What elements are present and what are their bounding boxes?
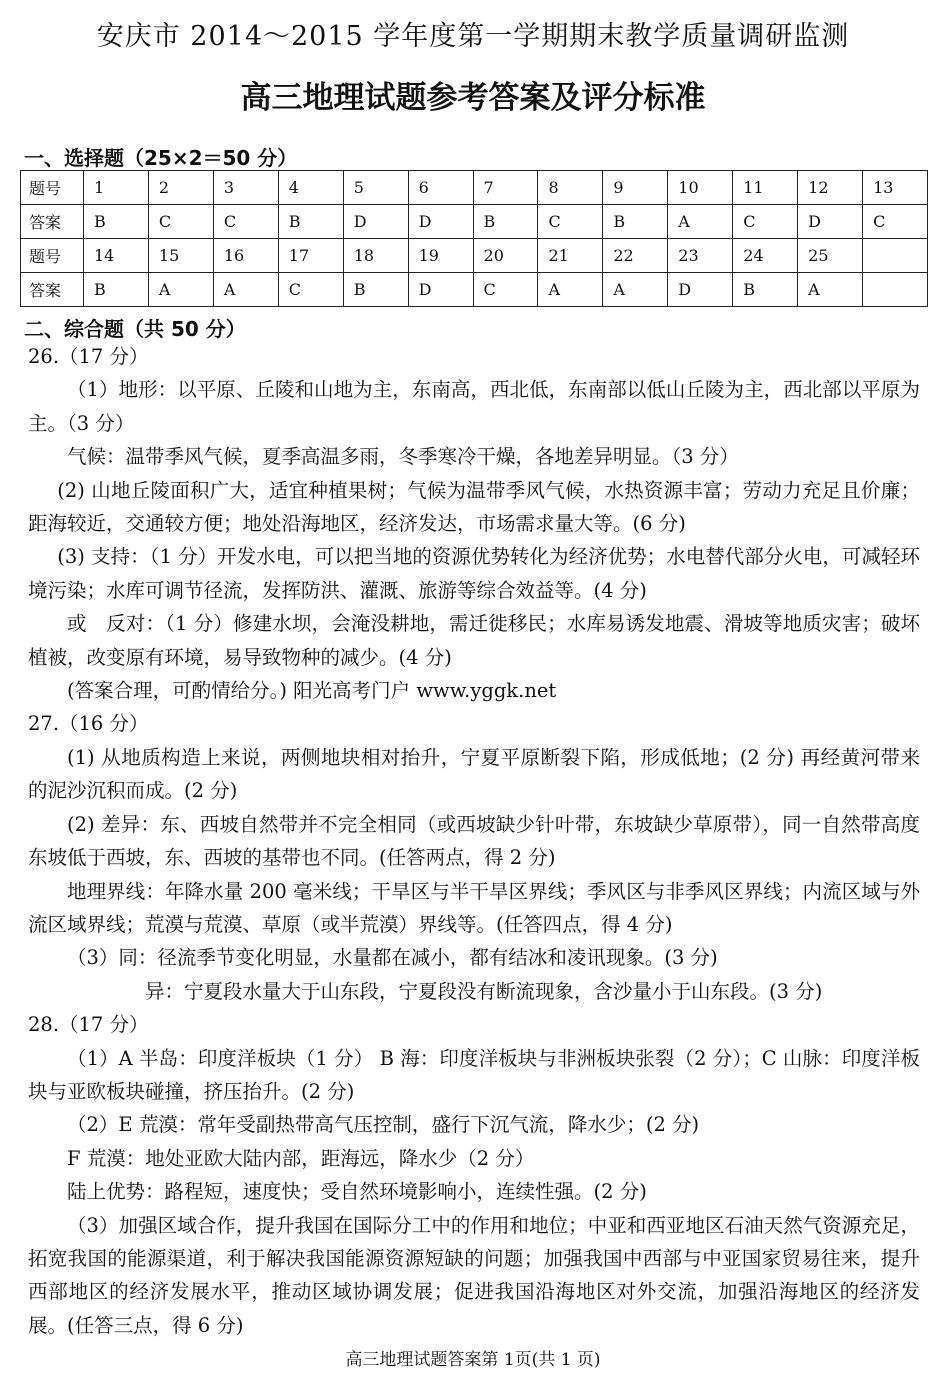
answer-paragraph: 异：宁夏段水量大于山东段，宁夏段没有断流现象，含沙量小于山东段。(3 分) — [145, 979, 823, 1003]
table-cell: 6 — [408, 171, 473, 205]
table-cell: 3 — [213, 171, 278, 205]
table-cell: 18 — [343, 239, 408, 273]
answer-paragraph: 陆上优势：路程短，速度快；受自然环境影响小，连续性强。(2 分) — [67, 1180, 647, 1204]
table-cell: C — [473, 273, 538, 307]
table-cell: B — [84, 273, 149, 307]
table-cell: 25 — [798, 239, 863, 273]
answer-paragraph: （1）地形：以平原、丘陵和山地为主，东南高，西北低，东南部以低山丘陵为主，西北部以平原为主。（3 分） — [28, 378, 920, 435]
table-cell: A — [798, 273, 863, 307]
table-cell: C — [538, 205, 603, 239]
table-cell: D — [343, 205, 408, 239]
table-cell: B — [473, 205, 538, 239]
table-cell: C — [278, 273, 343, 307]
table-cell: A — [603, 273, 668, 307]
table-row — [21, 205, 928, 239]
table-cell: A — [148, 273, 213, 307]
table-row — [21, 239, 928, 273]
answer-paragraph: （3）加强区域合作，提升我国在国际分工中的作用和地位；中亚和西亚地区石油天然气资源充足，拓宽我国的能源渠道，利于解决我国能源资源短缺的问题；加强我国中西部与中亚国家贸易往来，提升西部地区的经济发展水平，推动区域协调发展；促进我国沿海地区对外交流，加强沿海地区的经济发展。(任答三点，得 6 分) — [28, 1213, 920, 1337]
answer-paragraph: (2) 山地丘陵面积广大，适宜种植果树；气候为温带季风气候，水热资源丰富；劳动力充足且价廉；距海较近，交通较方便；地处沿海地区，经济发达，市场需求量大等。(6 分) — [28, 478, 920, 536]
table-cell: D — [408, 273, 473, 307]
answer-body — [28, 340, 920, 1342]
table-cell: D — [798, 205, 863, 239]
table-cell: 4 — [278, 171, 343, 205]
table-cell: 11 — [733, 171, 798, 205]
table-cell: A — [213, 273, 278, 307]
exam-header: 安庆市 2014～2015 学年度第一学期期末教学质量调研监测 — [96, 21, 850, 52]
answer-paragraph: (2) 差异：东、西坡自然带并不完全相同（或西坡缺少针叶带，东坡缺少草原带），同一自然带高度东坡低于西坡，东、西坡的基带也不同。(任答两点，得 2 分) — [28, 812, 920, 870]
table-cell: 16 — [213, 239, 278, 273]
table-row-label: 答案 — [21, 273, 84, 307]
answer-paragraph: 地理界线：年降水量 200 毫米线；干旱区与半干旱区界线；季风区与非季风区界线；内流区域与外流区域界线；荒漠与荒漠、草原（或半荒漠）界线等。(任答四点，得 4 分) — [28, 879, 920, 936]
table-cell: C — [148, 205, 213, 239]
table-cell: B — [603, 205, 668, 239]
table-cell — [863, 273, 928, 307]
document-title: 高三地理试题参考答案及评分标准 — [240, 80, 706, 116]
table-cell: 12 — [798, 171, 863, 205]
table-cell: A — [668, 205, 733, 239]
table-cell: 9 — [603, 171, 668, 205]
table-row-label: 题号 — [21, 239, 84, 273]
table-cell: C — [213, 205, 278, 239]
answer-paragraph: （3）同：径流季节变化明显，水量都在减小，都有结冰和凌讯现象。(3 分) — [67, 946, 718, 970]
answer-paragraph: 或 反对：（1 分）修建水坝，会淹没耕地，需迁徙移民；水库易诱发地震、滑坡等地质灾害；破坏植被，改变原有环境，易导致物种的减少。(4 分) — [28, 612, 920, 669]
answer-paragraph: F 荒漠：地处亚欧大陆内部，距海远，降水少（2 分） — [67, 1146, 535, 1170]
table-cell: 7 — [473, 171, 538, 205]
table-cell: 15 — [148, 239, 213, 273]
table-cell: B — [278, 205, 343, 239]
table-cell: 10 — [668, 171, 733, 205]
table-cell: 22 — [603, 239, 668, 273]
table-cell — [863, 239, 928, 273]
answer-paragraph: 气候：温带季风气候，夏季高温多雨，冬季寒冷干燥，各地差异明显。（3 分） — [67, 445, 739, 469]
table-row-label: 答案 — [21, 205, 84, 239]
answer-paragraph: (1) 从地质构造上来说，两侧地块相对抬升，宁夏平原断裂下陷，形成低地；(2 分) 再经黄河带来的泥沙沉积而成。(2 分) — [28, 745, 920, 803]
table-cell: 2 — [148, 171, 213, 205]
section-heading-comprehensive: 二、综合题（共 50 分） — [24, 317, 246, 341]
table-cell: 1 — [84, 171, 149, 205]
table-cell: D — [408, 205, 473, 239]
table-row-label: 题号 — [21, 171, 84, 205]
answer-table-body — [21, 171, 928, 307]
answer-paragraph: （2）E 荒漠：常年受副热带高气压控制，盛行下沉气流，降水少；(2 分) — [67, 1113, 700, 1137]
table-cell: 13 — [863, 171, 928, 205]
answer-paragraph: (答案合理，可酌情给分。) 阳光高考门户 www.yggk.net — [67, 679, 557, 703]
table-cell: D — [668, 273, 733, 307]
table-cell: A — [538, 273, 603, 307]
table-cell: C — [863, 205, 928, 239]
section-heading-multiple-choice: 一、选择题（25×2＝50 分） — [24, 146, 298, 170]
table-cell: 19 — [408, 239, 473, 273]
table-cell: B — [343, 273, 408, 307]
question-number: 27.（16 分） — [28, 712, 149, 736]
table-cell: 24 — [733, 239, 798, 273]
answer-table — [20, 170, 928, 307]
table-cell: 21 — [538, 239, 603, 273]
question-number: 28.（17 分） — [28, 1013, 149, 1037]
answer-paragraph: （1）A 半岛：印度洋板块（1 分） B 海：印度洋板块与非洲板块张裂（2 分）；C 山脉：印度洋板块与亚欧板块碰撞，挤压抬升。(2 分) — [28, 1046, 920, 1103]
table-cell: C — [733, 205, 798, 239]
table-cell: 17 — [278, 239, 343, 273]
table-cell: 23 — [668, 239, 733, 273]
answer-paragraph: (3) 支持：（1 分）开发水电，可以把当地的资源优势转化为经济优势；水电替代部分火电，可减轻环境污染；水库可调节径流，发挥防洪、灌溉、旅游等综合效益等。(4 分) — [28, 545, 920, 602]
page-footer: 高三地理试题答案第 1页(共 1 页) — [345, 1350, 601, 1370]
table-cell: 5 — [343, 171, 408, 205]
table-cell: B — [84, 205, 149, 239]
table-cell: B — [733, 273, 798, 307]
table-row — [21, 171, 928, 205]
table-row — [21, 273, 928, 307]
table-cell: 14 — [84, 239, 149, 273]
table-cell: 8 — [538, 171, 603, 205]
table-cell: 20 — [473, 239, 538, 273]
question-number: 26.（17 分） — [28, 345, 149, 368]
